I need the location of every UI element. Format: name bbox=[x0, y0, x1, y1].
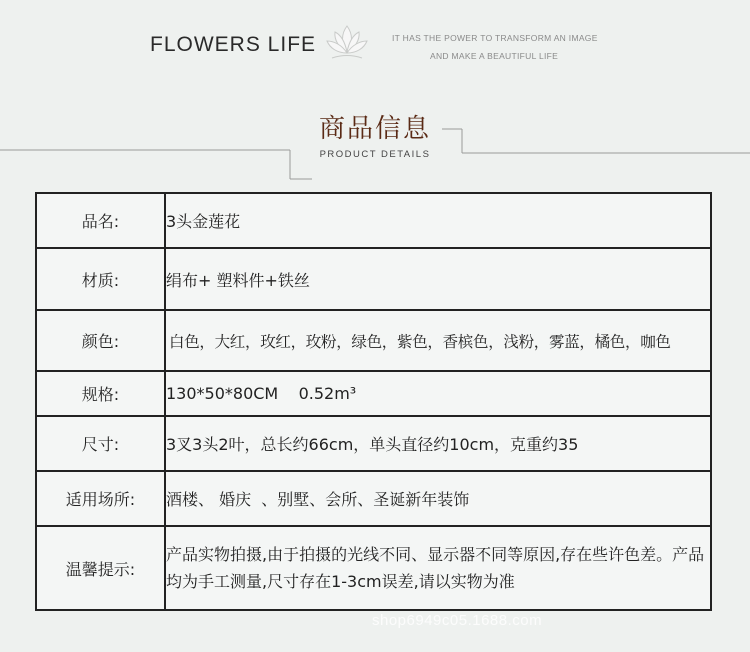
spec-row-usage bbox=[36, 471, 711, 526]
spec-label: 温馨提示: bbox=[36, 526, 165, 610]
section-subtitle: PRODUCT DETAILS bbox=[319, 149, 431, 160]
product-spec-table bbox=[35, 192, 712, 611]
section-title: 商品信息 bbox=[318, 114, 431, 144]
spec-row-dimensions bbox=[36, 416, 711, 471]
tagline bbox=[392, 29, 598, 65]
spec-value: 3头金莲花 bbox=[165, 193, 711, 248]
brand-name: FLOWERS LIFE bbox=[150, 33, 317, 56]
spec-value: 酒楼、 婚庆 、别墅、会所、圣诞新年装饰 bbox=[165, 471, 711, 526]
spec-label: 颜色: bbox=[36, 310, 165, 371]
spec-value: 130*50*80CM 0.52m³ bbox=[165, 371, 711, 416]
spec-row-name bbox=[36, 193, 711, 248]
spec-label: 品名: bbox=[36, 193, 165, 248]
lotus-icon bbox=[322, 20, 372, 66]
tagline-line-2: AND MAKE A BEAUTIFUL LIFE bbox=[430, 51, 559, 61]
tagline-line-1: IT HAS THE POWER TO TRANSFORM AN IMAGE bbox=[392, 33, 598, 43]
spec-value: 绢布+ 塑料件+铁丝 bbox=[165, 248, 711, 310]
spec-row-size-spec bbox=[36, 371, 711, 416]
spec-label: 适用场所: bbox=[36, 471, 165, 526]
watermark: shop6949c05.1688.com bbox=[372, 612, 543, 629]
spec-label: 材质: bbox=[36, 248, 165, 310]
spec-label: 规格: bbox=[36, 371, 165, 416]
spec-value: 产品实物拍摄,由于拍摄的光线不同、显示器不同等原因,存在些许色差。产品均为手工测量,尺寸存在1-3cm误差,请以实物为准 bbox=[165, 526, 711, 610]
spec-row-notice bbox=[36, 526, 711, 610]
spec-label: 尺寸: bbox=[36, 416, 165, 471]
spec-row-material bbox=[36, 248, 711, 310]
spec-value: 3叉3头2叶，总长约66cm，单头直径约10cm，克重约35 bbox=[165, 416, 711, 471]
spec-value: 白色，大红，玫红，玫粉，绿色，紫色，香槟色，浅粉，雾蓝，橘色，咖色 bbox=[165, 310, 711, 371]
spec-row-colors bbox=[36, 310, 711, 371]
